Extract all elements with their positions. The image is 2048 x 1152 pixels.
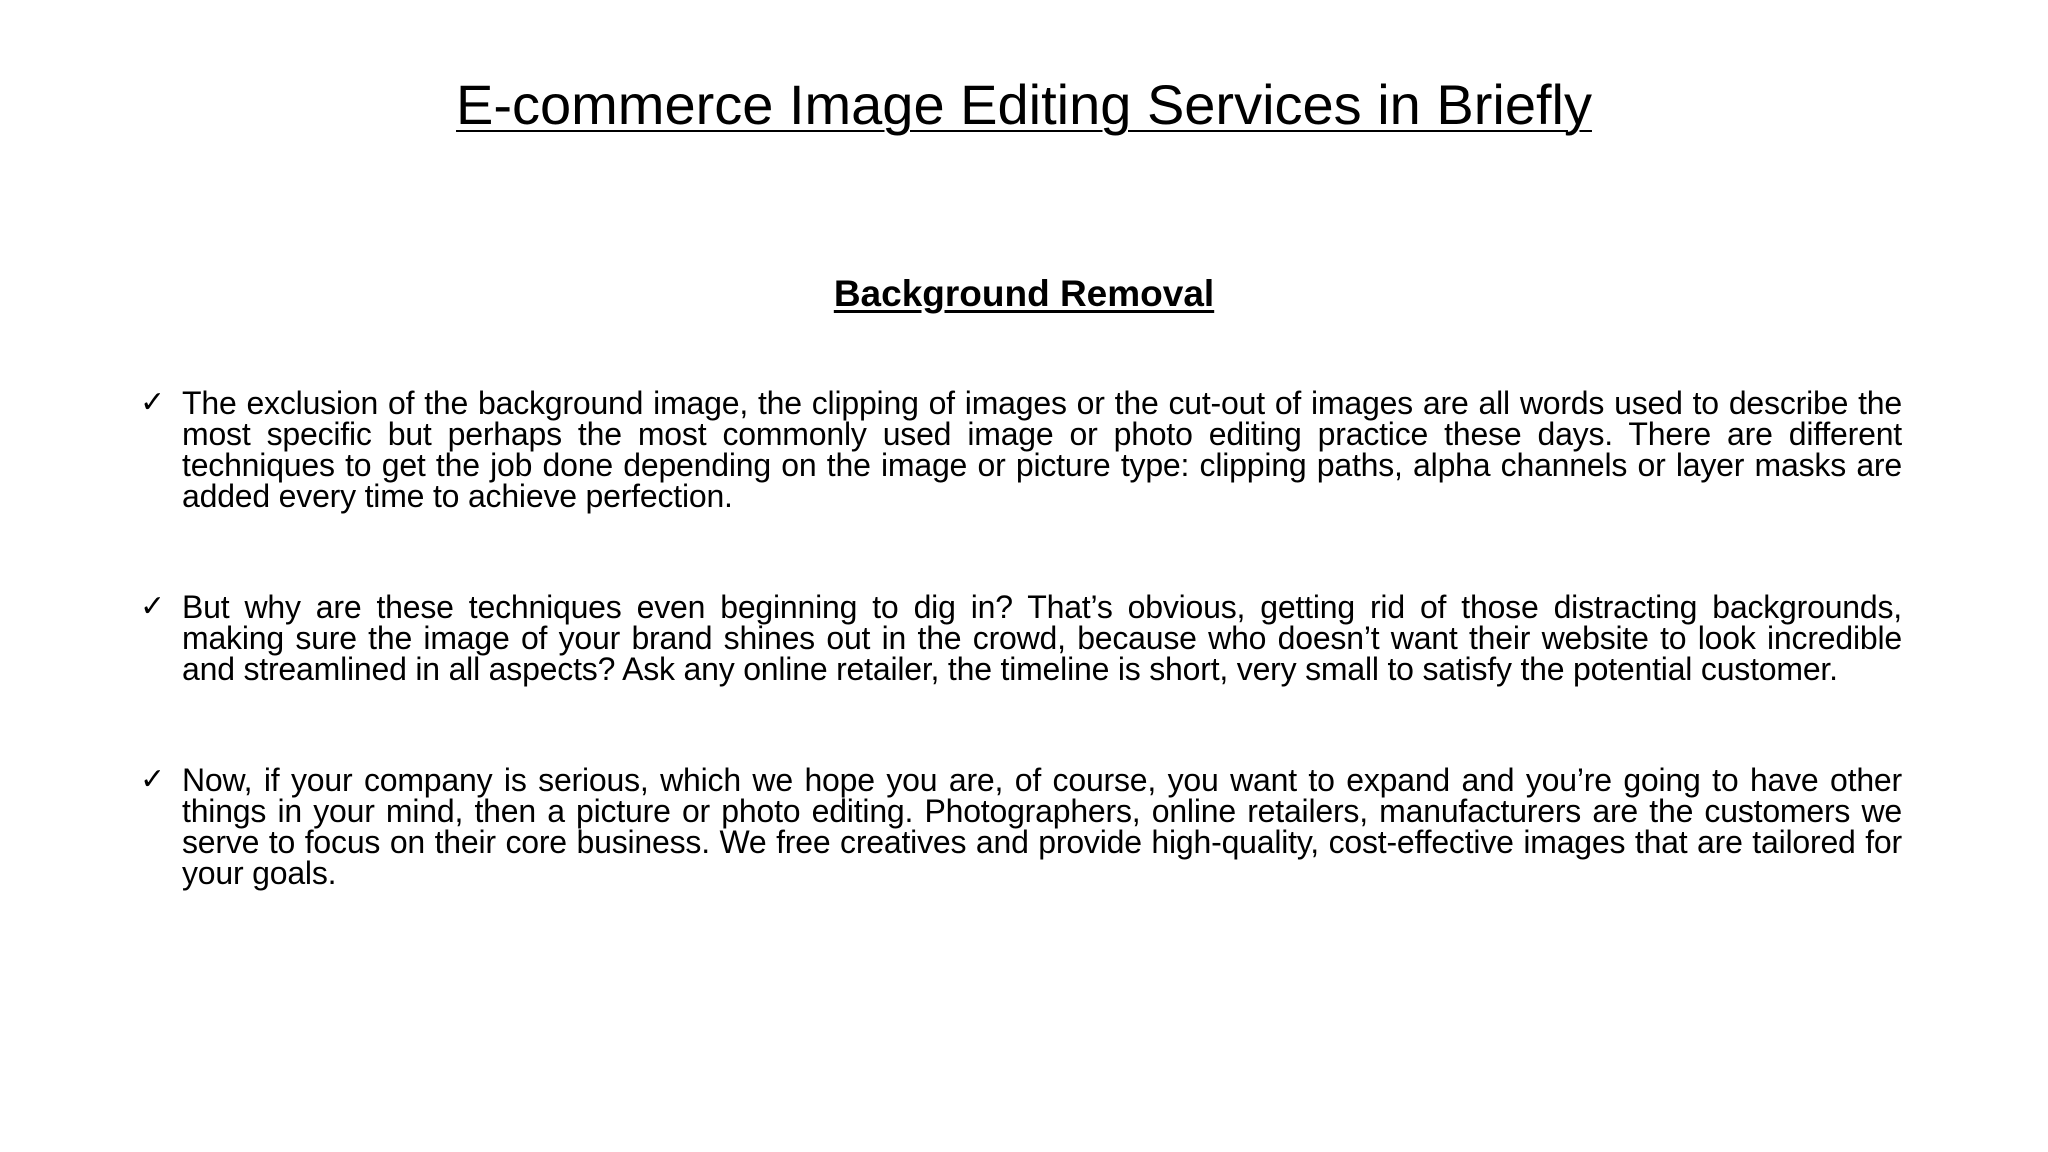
slide-title: E-commerce Image Editing Services in Briefly bbox=[456, 73, 1592, 136]
bullet-text-2: But why are these techniques even beginning to dig in? That’s obvious, getting rid of those distracting backgrounds, making sure the image of your brand shines out in the crowd, because who doesn’t want their website to look incredible and streamlined in all aspects? Ask any online retailer, the timeline is short, very small to satisfy the potential customer. bbox=[182, 589, 1902, 687]
checkmark-icon: ✓ bbox=[140, 762, 166, 797]
section-heading: Background Removal bbox=[833, 273, 1215, 314]
bullet-list bbox=[140, 385, 1902, 969]
bullet-text-1: The exclusion of the background image, the clipping of images or the cut-out of images are all words used to describe the most specific but perhaps the most commonly used image or photo editing practice these days. There are different techniques to get the job done depending on the image or picture type: clipping paths, alpha channels or layer masks are added every time to achieve perfection. bbox=[182, 385, 1902, 514]
checkmark-icon: ✓ bbox=[140, 589, 166, 624]
bullet-item-3 bbox=[140, 762, 1902, 891]
checkmark-icon: ✓ bbox=[140, 385, 166, 420]
bullet-text-3: Now, if your company is serious, which we hope you are, of course, you want to expand and you’re going to have other things in your mind, then a picture or photo editing. Photographers, online retailers, manufacturers are the customers we serve to focus on their core business. We free creatives and provide high-quality, cost-effective images that are tailored for your goals. bbox=[182, 762, 1902, 891]
bullet-item-2 bbox=[140, 589, 1902, 687]
bullet-item-1 bbox=[140, 385, 1902, 514]
